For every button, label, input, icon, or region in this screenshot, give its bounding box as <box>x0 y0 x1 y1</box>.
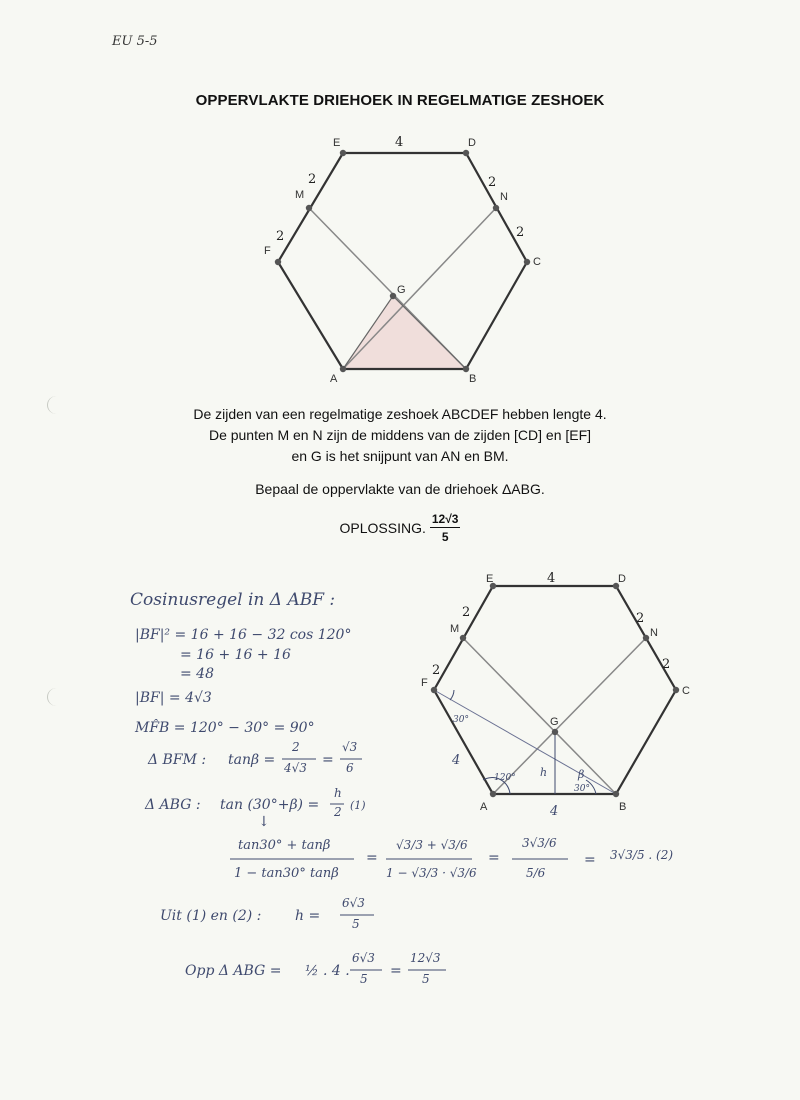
hw-arrow: ↓ <box>258 814 270 830</box>
page-title: OPPERVLAKTE DRIEHOEK IN REGELMATIGE ZESHOEK <box>195 92 605 109</box>
hand-label-af: 4 <box>452 753 461 768</box>
hw-line: = 16 + 16 + 16 <box>180 647 291 663</box>
label-n: N <box>650 627 658 639</box>
label-b: B <box>619 801 627 813</box>
hw-result: 3√3/5 . (2) <box>610 848 674 862</box>
segment-length-label: 2 <box>432 663 441 678</box>
segment-an <box>493 638 646 794</box>
hw-den: 1 − tan30° tanβ <box>234 866 339 881</box>
hw-line: tan (30°+β) = <box>220 797 320 813</box>
answer-denominator: 5 <box>441 530 449 544</box>
segment-length-label: 2 <box>516 225 525 240</box>
hw-num: 6√3 <box>342 896 365 910</box>
hw-line: |BF| = 4√3 <box>135 690 212 706</box>
label-f: F <box>264 245 271 257</box>
corner-note: EU 5-5 <box>112 34 158 49</box>
hw-num: 12√3 <box>410 951 441 965</box>
hw-eq: = <box>390 963 402 979</box>
label-a: A <box>330 373 338 385</box>
hw-line: Opp Δ ABG = <box>185 963 282 979</box>
hw-eq: = <box>366 850 378 866</box>
hw-num: 3√3/6 <box>522 836 557 850</box>
hand-label-h: h <box>540 766 548 779</box>
hw-heading: Cosinusregel in Δ ABF : <box>130 590 336 610</box>
hw-den: 2 <box>334 805 342 819</box>
hw-line: ½ . 4 . <box>305 963 350 979</box>
label-m: M <box>450 623 460 635</box>
segment-length-label: 2 <box>636 611 645 626</box>
hw-eq: = <box>488 850 500 866</box>
label-g: G <box>550 716 559 728</box>
hand-label-angle-b: 30° <box>574 784 590 794</box>
question: Bepaal de oppervlakte van de driehoek ΔABG. <box>255 481 545 497</box>
annotated-hexagon-figure <box>410 570 710 820</box>
hw-tag: (1) <box>350 799 366 812</box>
answer-numerator: 12√3 <box>431 512 459 526</box>
hw-num: √3 <box>342 740 358 754</box>
segment-length-label: 2 <box>662 657 671 672</box>
problem-line: De punten M en N zijn de middens van de zijden [CD] en [EF] <box>208 427 592 443</box>
label-g: G <box>397 284 406 296</box>
hw-eq: = <box>584 852 596 868</box>
side-length-label: 4 <box>547 571 556 586</box>
hand-label-angle-f: 30° <box>453 715 469 725</box>
hand-label-ab: 4 <box>550 804 559 819</box>
label-e: E <box>333 137 341 149</box>
label-d: D <box>618 573 626 585</box>
segment-bf <box>434 690 616 794</box>
segment-length-label: 2 <box>462 605 471 620</box>
segment-length-label: 2 <box>308 172 317 187</box>
hw-line: |BF|² = 16 + 16 − 32 cos 120° <box>135 627 352 643</box>
hw-den: 4√3 <box>284 761 307 775</box>
hw-den: 5 <box>360 972 368 986</box>
segment-length-label: 2 <box>276 229 285 244</box>
label-m: M <box>295 189 305 201</box>
hw-line: tanβ = <box>228 752 276 768</box>
hw-num: tan30° + tanβ <box>238 838 331 853</box>
hw-den: 6 <box>346 761 354 775</box>
label-n: N <box>500 191 508 203</box>
hw-den: 5 <box>422 972 430 986</box>
hw-num: 6√3 <box>352 951 375 965</box>
hand-label-beta: β <box>578 768 585 781</box>
label-e: E <box>486 573 494 585</box>
hw-den: 5/6 <box>526 866 546 880</box>
label-c: C <box>682 685 690 697</box>
hw-line: h = <box>295 908 321 924</box>
label-b: B <box>469 373 477 385</box>
hw-line: Δ ABG : <box>145 797 201 813</box>
hw-den: 5 <box>352 917 360 931</box>
label-c: C <box>533 256 541 268</box>
label-f: F <box>421 677 428 689</box>
hw-den: 1 − √3/3 · √3/6 <box>386 866 477 880</box>
hw-num: 2 <box>292 740 300 754</box>
hand-label-angle-a: 120° <box>494 773 516 783</box>
hw-num: h <box>334 786 342 800</box>
side-length-label: 4 <box>395 135 404 150</box>
segment-length-label: 2 <box>488 175 497 190</box>
hw-line: = 48 <box>180 666 214 682</box>
problem-line: De zijden van een regelmatige zeshoek ABCDEF hebben lengte 4. <box>193 406 607 422</box>
hw-line: Δ BFM : <box>148 752 207 768</box>
problem-line: en G is het snijpunt van AN en BM. <box>291 448 509 464</box>
hw-line: Uit (1) en (2) : <box>160 908 262 924</box>
hw-line: MF̂B = 120° − 30° = 90° <box>135 720 315 736</box>
solution-label: OPLOSSING. <box>339 520 426 536</box>
label-a: A <box>480 801 488 813</box>
hw-num: √3/3 + √3/6 <box>396 838 468 852</box>
hw-eq: = <box>322 752 334 768</box>
angle-arc <box>450 690 454 700</box>
label-d: D <box>468 137 476 149</box>
